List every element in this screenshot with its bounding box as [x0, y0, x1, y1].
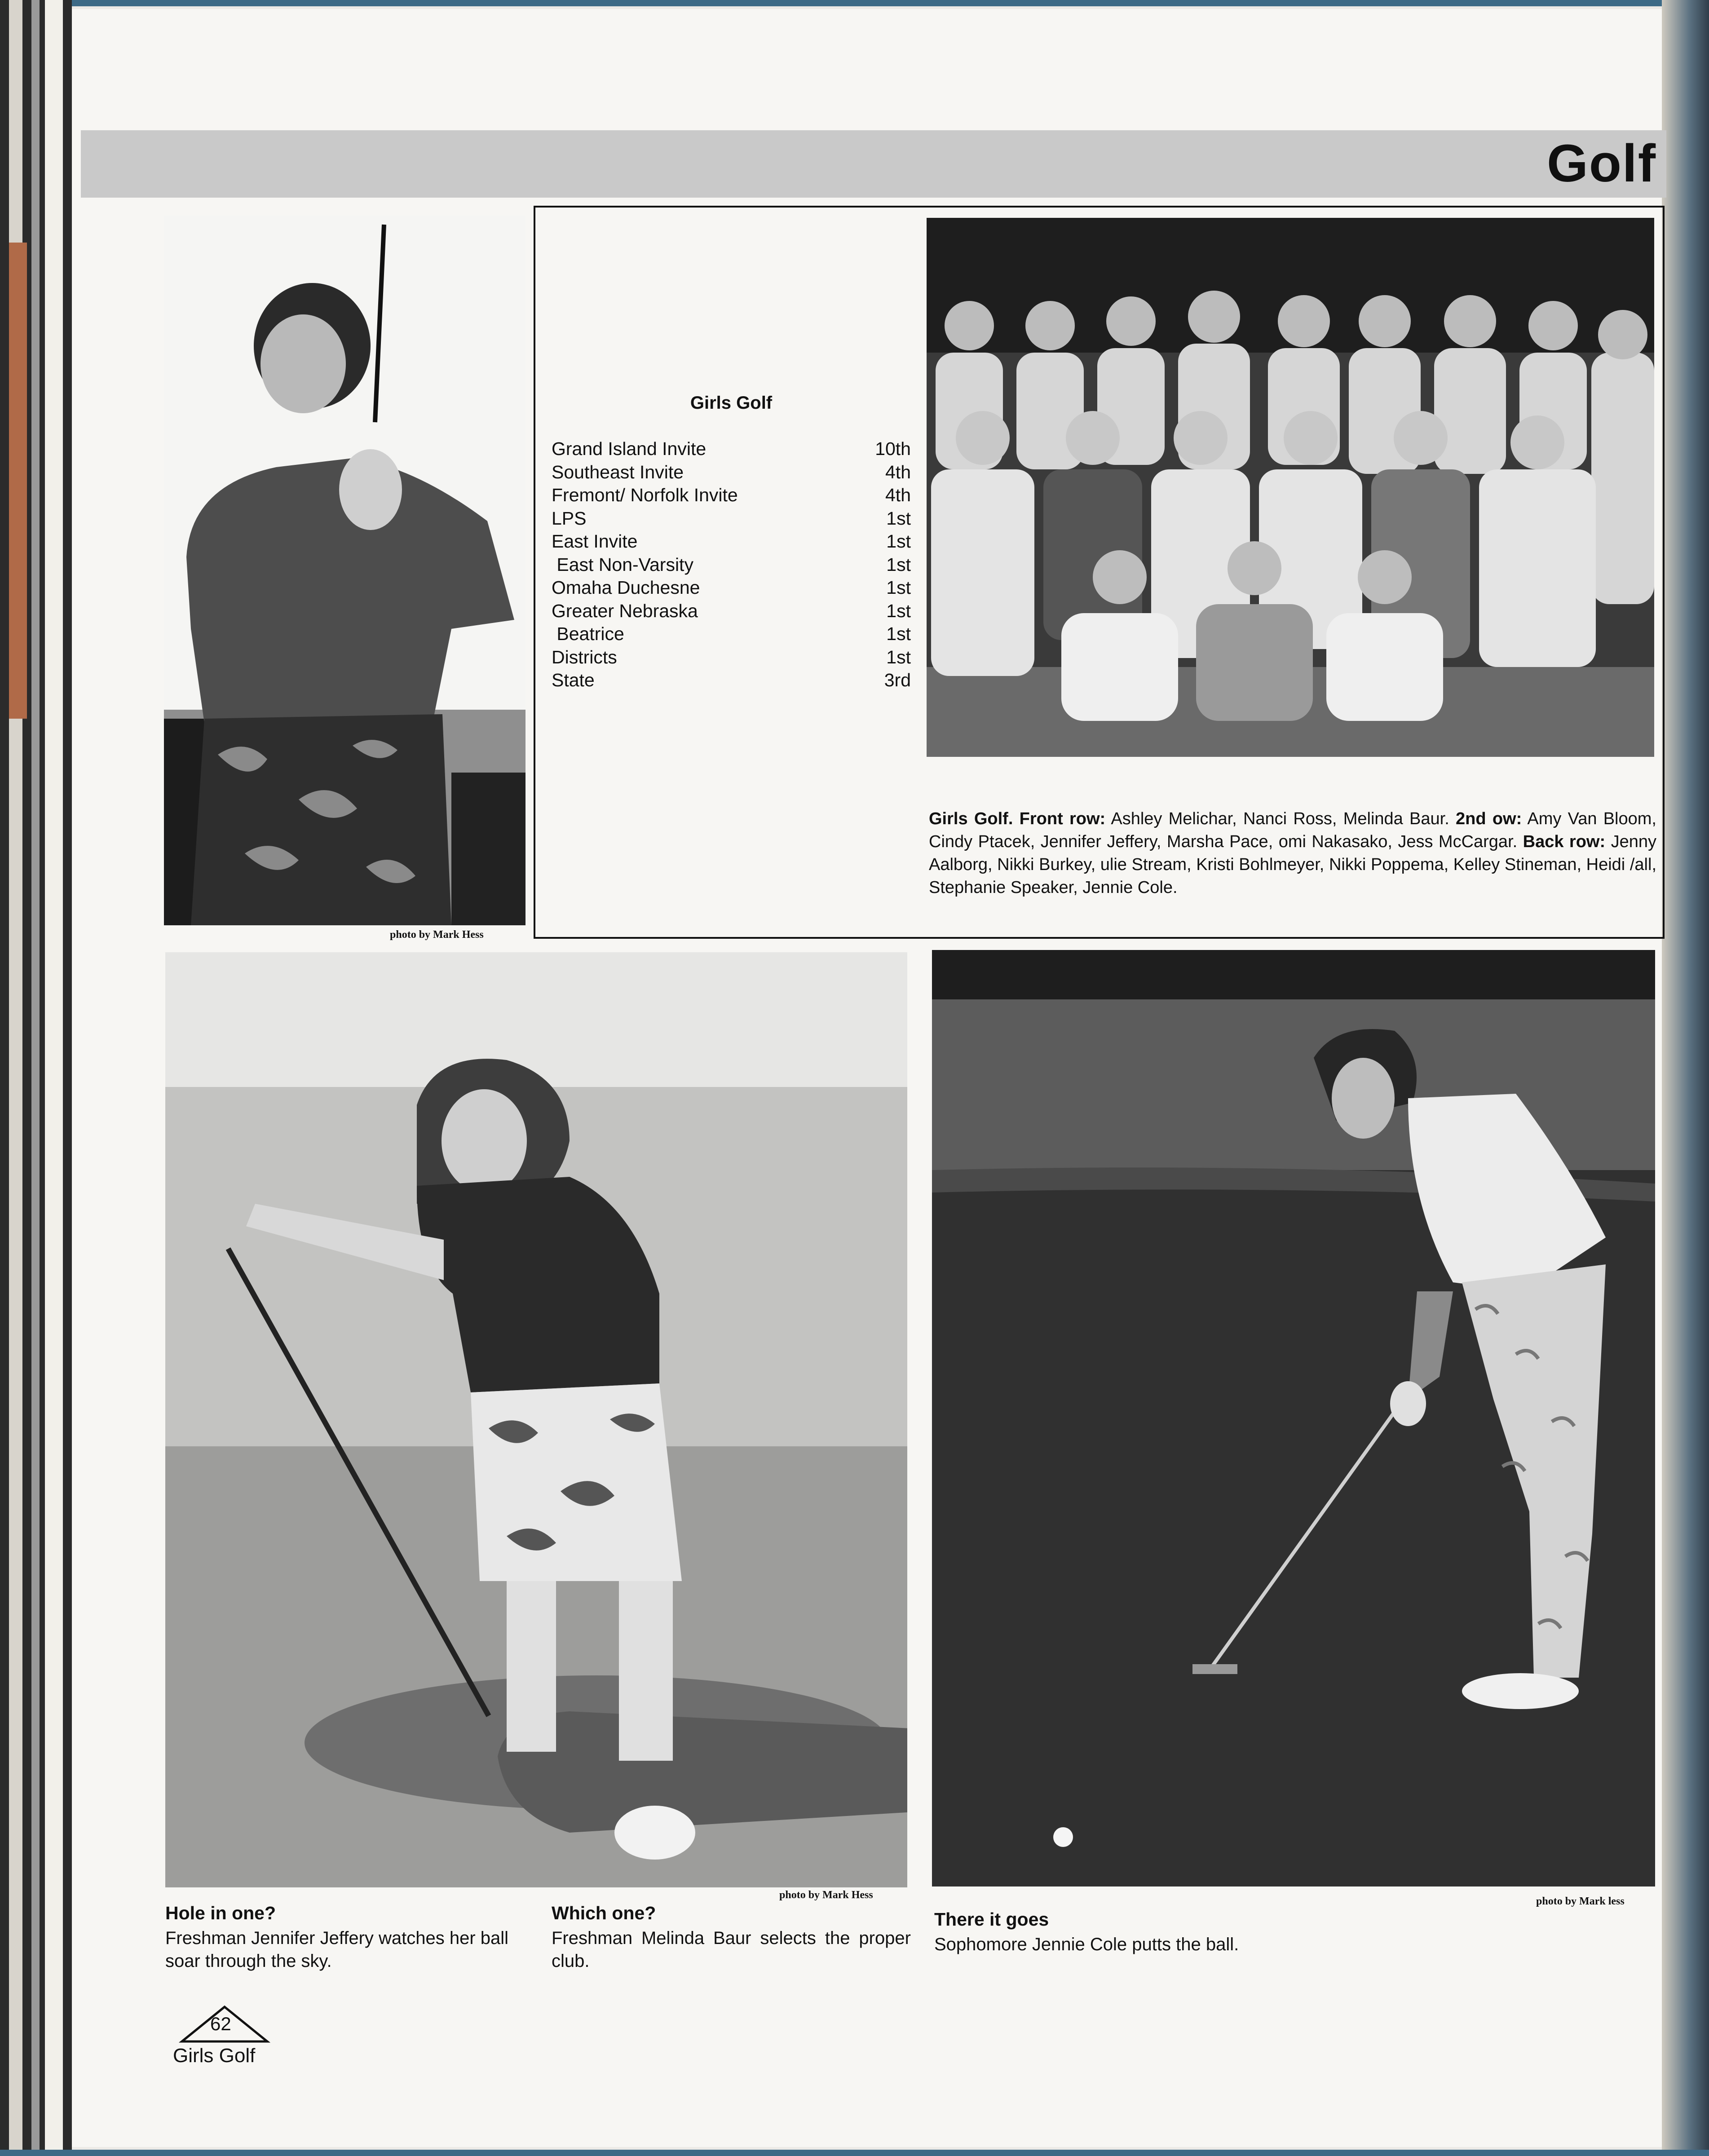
event-name: Fremont/ Norfolk Invite [552, 485, 738, 505]
results-row [552, 461, 911, 484]
event-place: 10th [875, 438, 911, 459]
caption-lead: Girls Golf. [929, 809, 1013, 828]
results-table [552, 393, 911, 692]
event-place: 4th [885, 485, 911, 505]
event-name: LPS [552, 508, 587, 529]
results-row [552, 669, 911, 692]
book-binding [0, 0, 72, 2156]
event-name: Grand Island Invite [552, 438, 707, 459]
event-name: Districts [552, 646, 617, 667]
event-name: Omaha Duchesne [552, 577, 700, 598]
front-row-names: Ashley Melichar, Nanci Ross, Melinda Baur. [1111, 809, 1449, 828]
page-right-edge [1662, 0, 1709, 2156]
results-title: Girls Golf [690, 393, 773, 413]
photo-golfer-with-bag [165, 952, 907, 1887]
results-row [552, 530, 911, 553]
folio-label: Girls Golf [173, 2045, 256, 2067]
second-row-names: Amy Van Bloom, Cindy Ptacek, Jennifer Jeffery, Marsha Pace, omi Nakasako, Jess McCargar. [929, 809, 1656, 851]
page-top-edge [0, 0, 1709, 6]
page-bottom-edge [0, 2150, 1709, 2156]
section-banner [81, 130, 1666, 198]
event-name: East Non-Varsity [552, 554, 693, 575]
photo-golfer-putting [932, 950, 1655, 1886]
photo-credit-bottom-middle: photo by Mark Hess [779, 1889, 873, 1901]
results-row [552, 646, 911, 669]
event-place: 1st [886, 508, 911, 529]
event-name: State [552, 670, 595, 690]
section-title: Golf [1547, 134, 1656, 193]
results-row [552, 437, 911, 461]
front-row-label: Front row: [1019, 809, 1106, 828]
caption-body-there-it-goes: Sophomore Jennie Cole putts the ball. [934, 1935, 1239, 1954]
caption-title-hole-in-one: Hole in one? [165, 1903, 276, 1923]
event-place: 4th [885, 461, 911, 482]
event-name: East Invite [552, 531, 638, 552]
event-name: Beatrice [552, 623, 624, 644]
event-place: 1st [886, 554, 911, 575]
caption-body-which-one: Freshman Melinda Baur selects the proper club. [552, 1928, 911, 1971]
event-name: Southeast Invite [552, 461, 684, 482]
event-place: 1st [886, 577, 911, 598]
results-row [552, 507, 911, 530]
back-row-label: Back row: [1523, 832, 1606, 851]
event-place: 3rd [884, 670, 911, 690]
photo-team-group [927, 218, 1654, 757]
caption-body-hole-in-one: Freshman Jennifer Jeffery watches her ball soar through the sky. [165, 1928, 509, 1971]
back-row-names: Jenny Aalborg, Nikki Burkey, ulie Stream, Kristi Bohlmeyer, Nikki Poppema, Kelley Stineman, Heidi /all, Stephanie Speaker, Jennie Cole. [929, 832, 1656, 897]
caption-title-there-it-goes: There it goes [934, 1909, 1049, 1930]
event-place: 1st [886, 623, 911, 644]
results-row [552, 576, 911, 600]
results-row [552, 553, 911, 577]
event-place: 1st [886, 600, 911, 621]
photo-credit-bottom-right: photo by Mark less [1536, 1895, 1625, 1907]
event-place: 1st [886, 646, 911, 667]
event-place: 1st [886, 531, 911, 552]
results-row [552, 623, 911, 646]
photo-golfer-swing [164, 216, 526, 925]
page-number: 62 [210, 2013, 231, 2034]
team-photo-caption [929, 808, 1656, 899]
results-row [552, 484, 911, 507]
photo-credit-top-left: photo by Mark Hess [390, 929, 484, 941]
event-name: Greater Nebraska [552, 600, 698, 621]
page-folio [168, 2003, 281, 2071]
caption-title-which-one: Which one? [552, 1903, 656, 1923]
results-row [552, 600, 911, 623]
second-row-label: 2nd ow: [1456, 809, 1522, 828]
